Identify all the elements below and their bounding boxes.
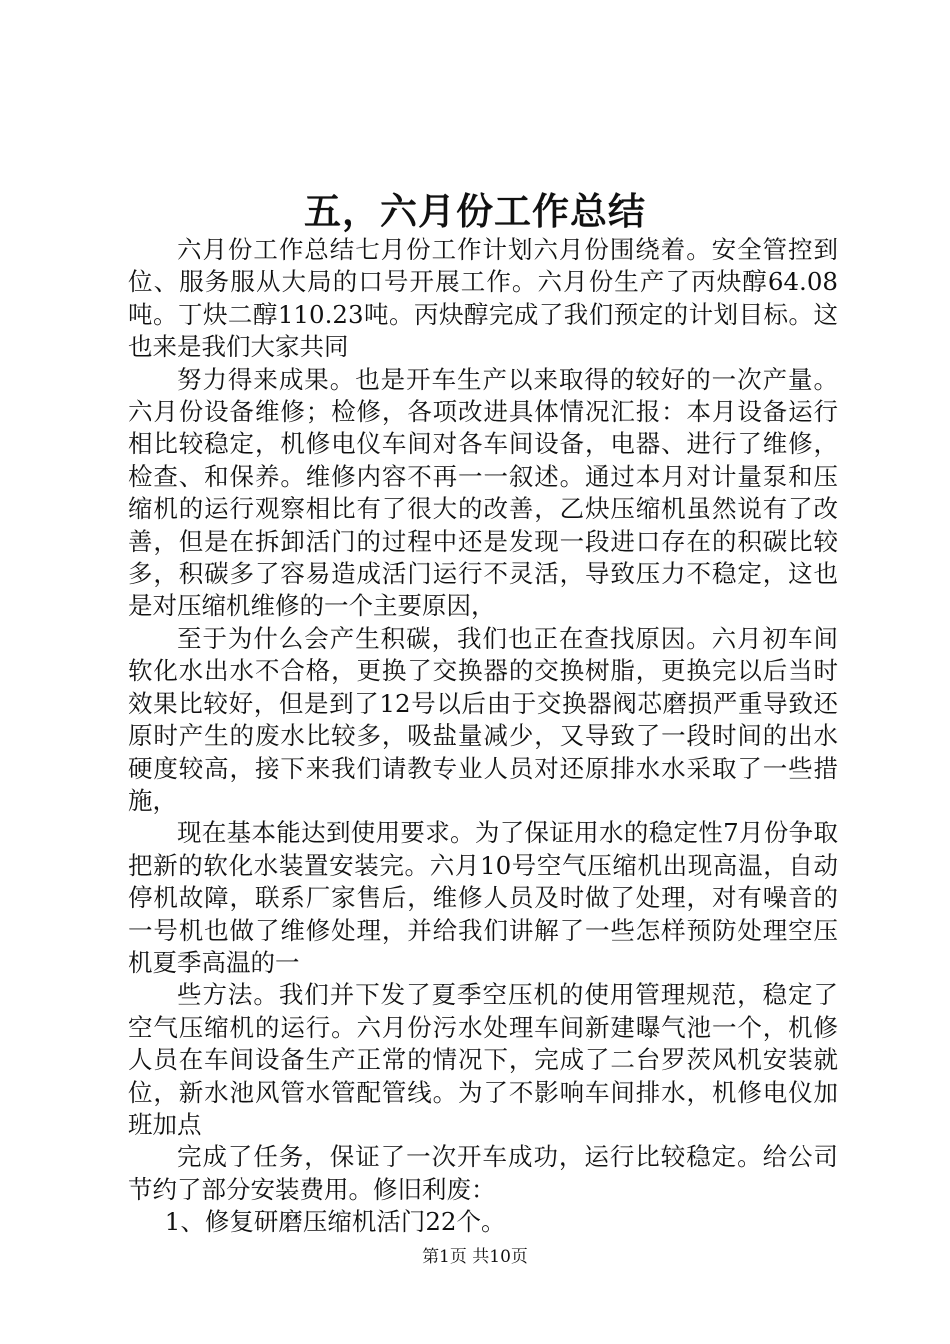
- document-title: 五，六月份工作总结: [304, 189, 646, 233]
- paragraph: 现在基本能达到使用要求。为了保证用水的稳定性7月份争取把新的软化水装置安装完。六月10号空气压缩机出现高温，自动停机故障，联系厂家售后，维修人员及时做了处理，对有噪音的一号机也做了维修处理，并给我们讲解了一些怎样预防处理空压机夏季高温的一: [128, 818, 838, 977]
- page-number-footer: 第1页 共10页: [422, 1247, 528, 1267]
- paragraph: 完成了任务，保证了一次开车成功，运行比较稳定。给公司节约了部分安装费用。修旧利废：: [128, 1142, 838, 1204]
- list-item: 1、修复研磨压缩机活门22个。: [164, 1207, 506, 1237]
- document-body: [128, 234, 838, 1239]
- paragraph: 些方法。我们并下发了夏季空压机的使用管理规范，稳定了空气压缩机的运行。六月份污水处理车间新建曝气池一个，机修人员在车间设备生产正常的情况下，完成了二台罗茨风机安装就位，新水池风管水管配管线。为了不影响车间排水，机修电仪加班加点: [128, 980, 838, 1139]
- paragraph: 至于为什么会产生积碳，我们也正在查找原因。六月初车间软化水出水不合格，更换了交换器的交换树脂，更换完以后当时效果比较好，但是到了12号以后由于交换器阀芯磨损严重导致还原时产生的废水比较多，吸盐量减少，又导致了一段时间的出水硬度较高，接下来我们请教专业人员对还原排水水采取了一些措施，: [128, 623, 838, 815]
- paragraph: 努力得来成果。也是开车生产以来取得的较好的一次产量。六月份设备维修；检修，各项改进具体情况汇报：本月设备运行相比较稳定，机修电仪车间对各车间设备，电器、进行了维修，检查、和保养。维修内容不再一一叙述。通过本月对计量泵和压缩机的运行观察相比有了很大的改善，乙炔压缩机虽然说有了改善，但是在拆卸活门的过程中还是发现一段进口存在的积碳比较多，积碳多了容易造成活门运行不灵活，导致压力不稳定，这也是对压缩机维修的一个主要原因，: [128, 364, 838, 621]
- paragraph: 六月份工作总结七月份工作计划六月份围绕着。安全管控到位、服务服从大局的口号开展工作。六月份生产了丙炔醇64.08吨。丁炔二醇110.23吨。丙炔醇完成了我们预定的计划目标。这也来是我们大家共同: [128, 235, 838, 362]
